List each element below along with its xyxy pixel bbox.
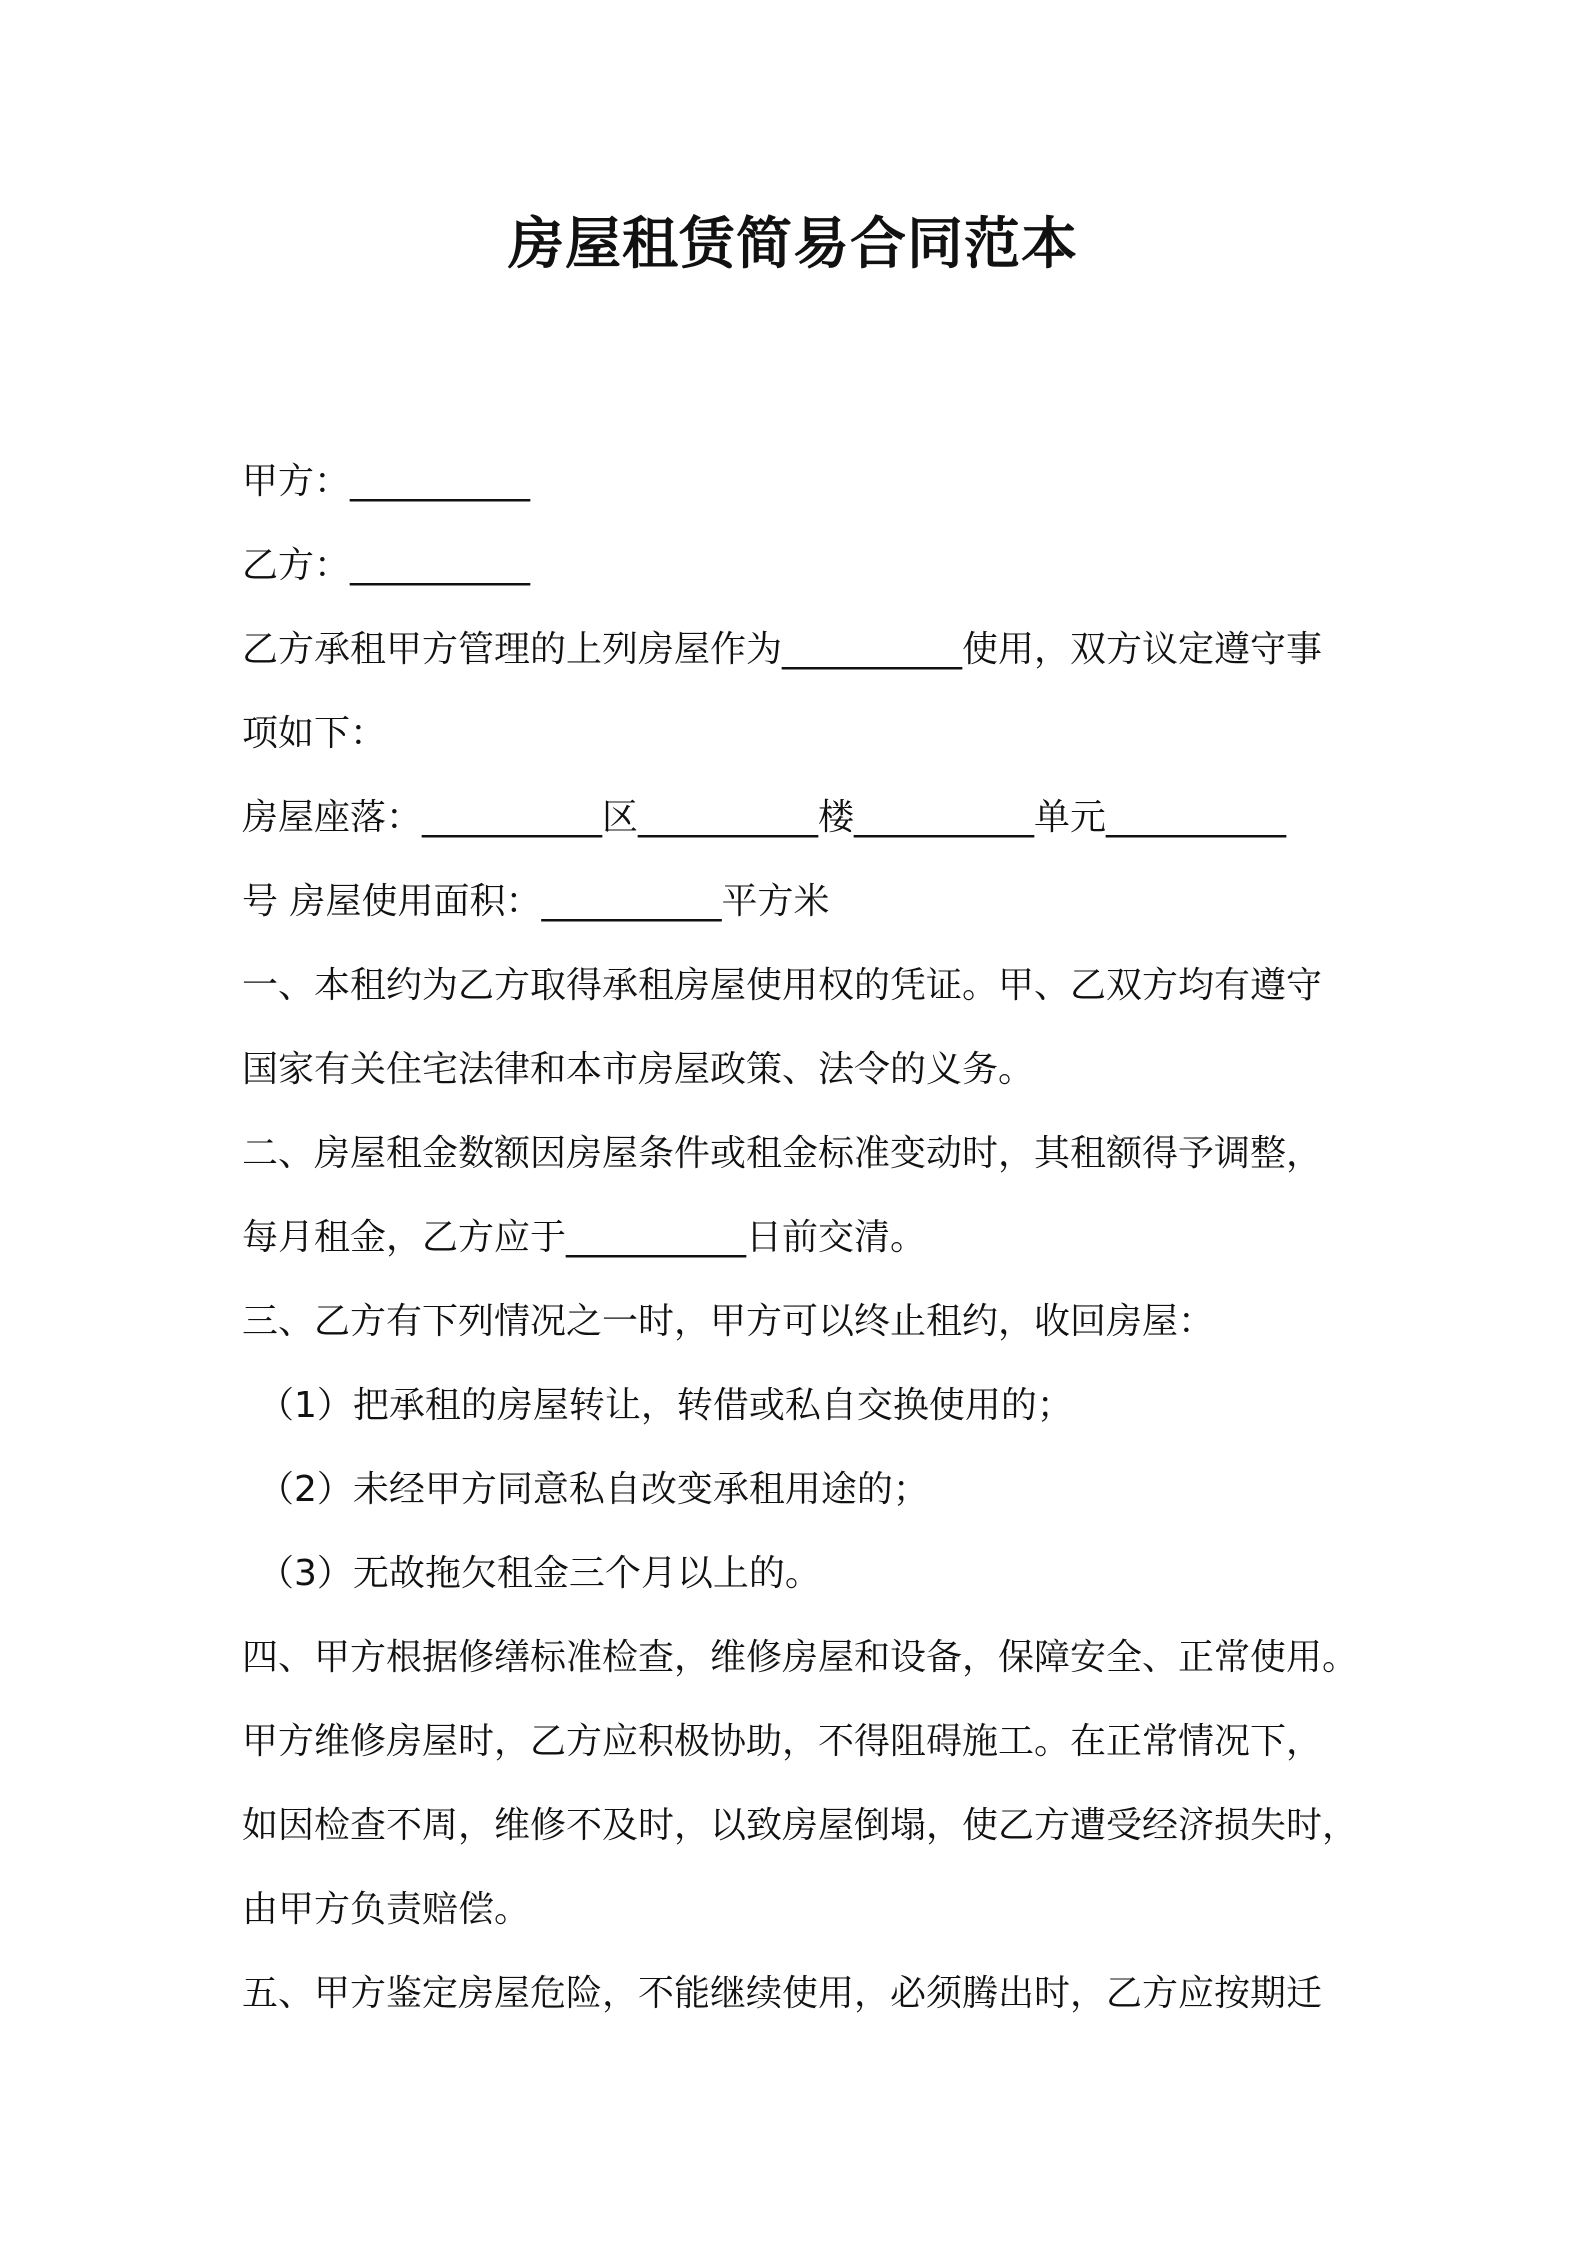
clause-4-line-4: 由甲方负责赔偿。: [242, 1889, 531, 1930]
clause-4-line-3: 如因检查不周，维修不及时，以致房屋倒塌，使乙方遭受经济损失时，: [242, 1805, 1359, 1846]
clause-3-line-1: 三、乙方有下列情况之一时，甲方可以终止租约，收回房屋：: [242, 1301, 1215, 1342]
party-b-line: 乙方：__________: [242, 545, 531, 586]
clause-3-item-2: （2）未经甲方同意私自改变承租用途的；: [258, 1469, 929, 1510]
clause-3-item-3: （3）无故拖欠租金三个月以上的。: [258, 1553, 821, 1594]
clause-4-line-1: 四、甲方根据修缮标准检查，维修房屋和设备，保障安全、正常使用。: [242, 1637, 1359, 1678]
usage-line-cont: 项如下：: [242, 713, 387, 754]
clause-2-line-2: 每月租金，乙方应于__________日前交清。: [242, 1217, 927, 1258]
usage-line: 乙方承租甲方管理的上列房屋作为__________使用，双方议定遵守事: [242, 629, 1323, 670]
clause-3-item-1: （1）把承租的房屋转让，转借或私自交换使用的；: [258, 1385, 1073, 1426]
clause-1-line-1: 一、本租约为乙方取得承租房屋使用权的凭证。甲、乙双方均有遵守: [242, 965, 1323, 1006]
clause-1-line-2: 国家有关住宅法律和本市房屋政策、法令的义务。: [242, 1049, 1035, 1090]
clause-5-line-1: 五、甲方鉴定房屋危险，不能继续使用，必须腾出时，乙方应按期迁: [242, 1973, 1323, 2014]
area-line: 号 房屋使用面积：__________平方米: [242, 881, 830, 922]
document-title: 房屋租赁简易合同范本: [508, 212, 1078, 277]
clause-2-line-1: 二、房屋租金数额因房屋条件或租金标准变动时，其租额得予调整，: [242, 1133, 1323, 1174]
party-a-line: 甲方：__________: [242, 461, 531, 502]
clause-4-line-2: 甲方维修房屋时，乙方应积极协助，不得阻碍施工。在正常情况下，: [242, 1721, 1323, 1762]
location-line: 房屋座落：__________区__________楼__________单元__________: [242, 797, 1287, 838]
document-body: [242, 440, 1362, 2036]
